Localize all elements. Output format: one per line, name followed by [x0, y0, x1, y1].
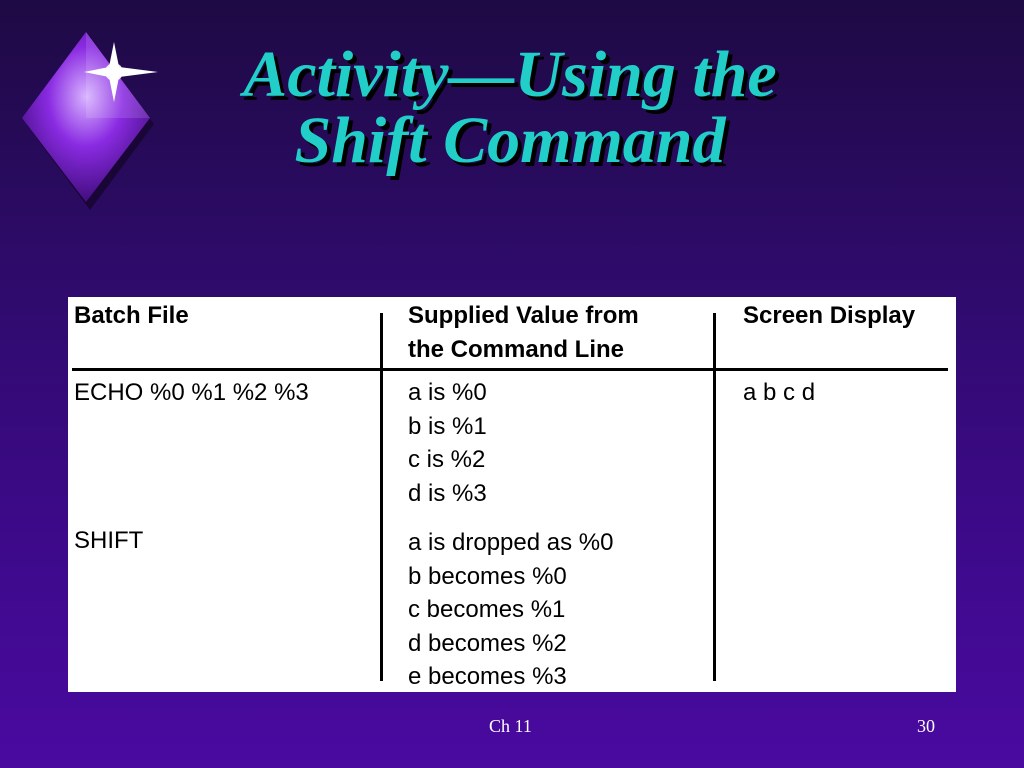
row-echo-supplied-value: a is %0 b is %1 c is %2 d is %3 — [408, 379, 487, 507]
shift-command-table — [68, 297, 956, 692]
column-divider-2 — [713, 313, 716, 681]
row-shift-batch-file: SHIFT — [74, 527, 144, 554]
header-supplied-value: Supplied Value from the Command Line — [408, 302, 639, 363]
header-batch-file: Batch File — [74, 302, 189, 329]
row-echo-batch-file: ECHO %0 %1 %2 %3 — [74, 379, 309, 406]
header-screen-display: Screen Display — [743, 302, 916, 329]
slide-title-line-2: Shift Command — [294, 104, 726, 177]
column-divider-1 — [380, 313, 383, 681]
slide-title — [160, 38, 860, 177]
row-echo-screen-display: a b c d — [743, 379, 816, 406]
header-underline — [72, 368, 948, 371]
footer-chapter: Ch 11 — [489, 716, 532, 736]
row-shift-supplied-value: a is dropped as %0 b becomes %0 c becomes %1 d becomes %2 e becomes %3 — [408, 529, 614, 690]
footer-page-number: 30 — [917, 716, 935, 736]
diamond-star-logo-icon — [22, 28, 162, 213]
slide-title-line-1: Activity—Using the — [243, 38, 777, 111]
